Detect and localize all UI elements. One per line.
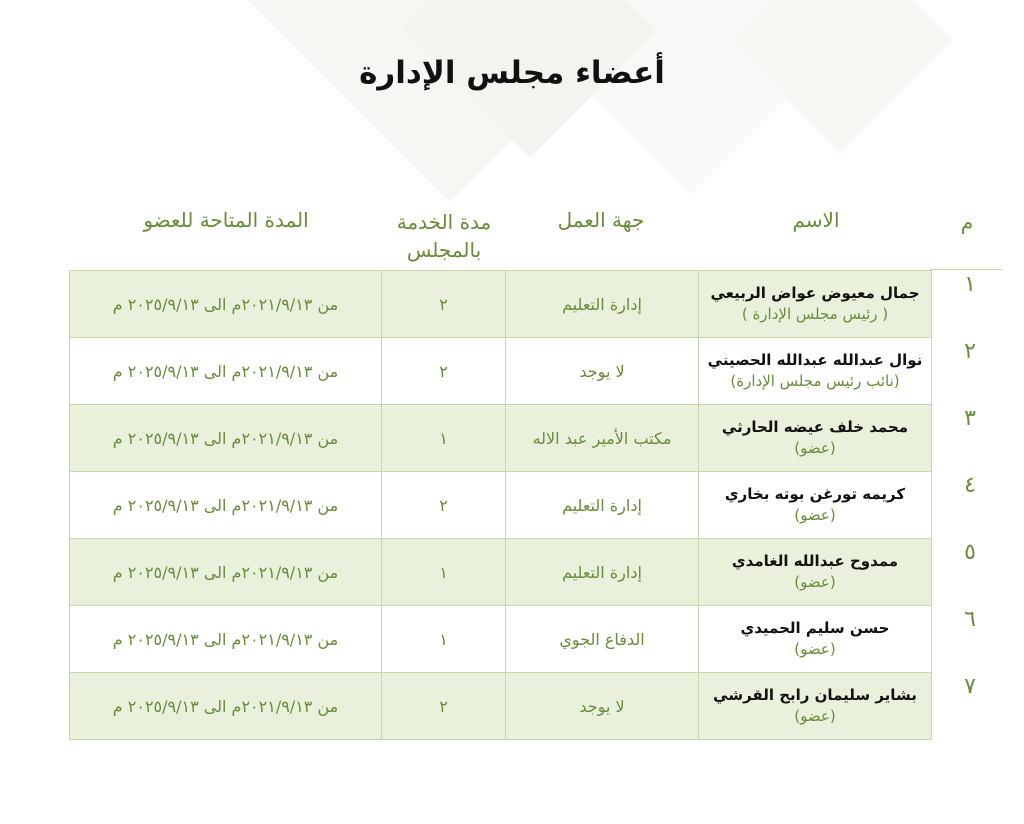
member-role: (عضو) [794, 707, 836, 725]
period-cell: من ٢٠٢١/٩/١٣م الى ٢٠٢٥/٩/١٣ م [70, 405, 382, 472]
header-index: م [960, 210, 974, 234]
member-name-cell [699, 405, 932, 472]
workplace-cell: الدفاع الجوي [506, 606, 699, 673]
row-index: ٦ [964, 607, 976, 632]
row-index: ٢ [964, 339, 976, 364]
workplace-cell: لا يوجد [506, 338, 699, 405]
workplace-cell: لا يوجد [506, 673, 699, 740]
member-name-cell [699, 673, 932, 740]
page-title: أعضاء مجلس الإدارة [359, 55, 665, 91]
workplace-cell: إدارة التعليم [506, 539, 699, 606]
row-index: ٣ [964, 406, 976, 431]
header-service-line1: مدة الخدمة [396, 210, 492, 234]
header-service-line2: بالمجلس [406, 238, 482, 262]
member-role: (نائب رئيس مجلس الإدارة) [730, 372, 900, 390]
row-index: ٤ [964, 473, 976, 498]
service-years-cell: ٢ [382, 271, 506, 338]
member-name-cell [699, 472, 932, 539]
header-workplace: جهة العمل [557, 208, 645, 232]
member-role: (عضو) [794, 573, 836, 591]
member-name: كريمه تورغن بوته بخاري [724, 485, 906, 503]
table-row [70, 405, 932, 472]
member-name: حسن سليم الحميدي [740, 619, 890, 637]
table-row [70, 673, 932, 740]
table-row [70, 338, 932, 405]
service-years-cell: ١ [382, 405, 506, 472]
row-index: ٥ [964, 540, 976, 565]
workplace-cell: إدارة التعليم [506, 472, 699, 539]
workplace-cell: إدارة التعليم [506, 271, 699, 338]
service-years-cell: ١ [382, 539, 506, 606]
member-role: (عضو) [794, 506, 836, 524]
member-name: نوال عبدالله عبدالله الحصيني [707, 351, 923, 369]
member-role: (عضو) [794, 439, 836, 457]
member-role: (عضو) [794, 640, 836, 658]
member-role: ( رئيس مجلس الإدارة ) [741, 305, 889, 323]
period-cell: من ٢٠٢١/٩/١٣م الى ٢٠٢٥/٩/١٣ م [70, 271, 382, 338]
member-name: بشاير سليمان رابح القرشي [713, 686, 917, 704]
header-name: الاسم [792, 208, 840, 232]
service-years-cell: ١ [382, 606, 506, 673]
member-name: ممدوح عبدالله الغامدي [731, 552, 899, 570]
service-years-cell: ٢ [382, 673, 506, 740]
period-cell: من ٢٠٢١/٩/١٣م الى ٢٠٢٥/٩/١٣ م [70, 472, 382, 539]
period-cell: من ٢٠٢١/٩/١٣م الى ٢٠٢٥/٩/١٣ م [70, 673, 382, 740]
workplace-cell: مكتب الأمير عبد الاله [506, 405, 699, 472]
header-divider [930, 269, 1002, 270]
board-members-table [69, 270, 932, 740]
service-years-cell: ٢ [382, 472, 506, 539]
row-index: ١ [964, 272, 976, 297]
period-cell: من ٢٠٢١/٩/١٣م الى ٢٠٢٥/٩/١٣ م [70, 539, 382, 606]
member-name: محمد خلف عيضه الحارثي [721, 418, 909, 436]
period-cell: من ٢٠٢١/٩/١٣م الى ٢٠٢٥/٩/١٣ م [70, 606, 382, 673]
service-years-cell: ٢ [382, 338, 506, 405]
member-name: جمال معيوض عواض الربيعي [710, 284, 920, 302]
header-period: المدة المتاحة للعضو [143, 208, 309, 232]
member-name-cell [699, 539, 932, 606]
table-row [70, 539, 932, 606]
table-row [70, 472, 932, 539]
row-index: ٧ [964, 674, 976, 699]
header-service [382, 208, 506, 264]
member-name-cell [699, 338, 932, 405]
table-row [70, 271, 932, 338]
member-name-cell [699, 606, 932, 673]
table-row [70, 606, 932, 673]
member-name-cell [699, 271, 932, 338]
period-cell: من ٢٠٢١/٩/١٣م الى ٢٠٢٥/٩/١٣ م [70, 338, 382, 405]
